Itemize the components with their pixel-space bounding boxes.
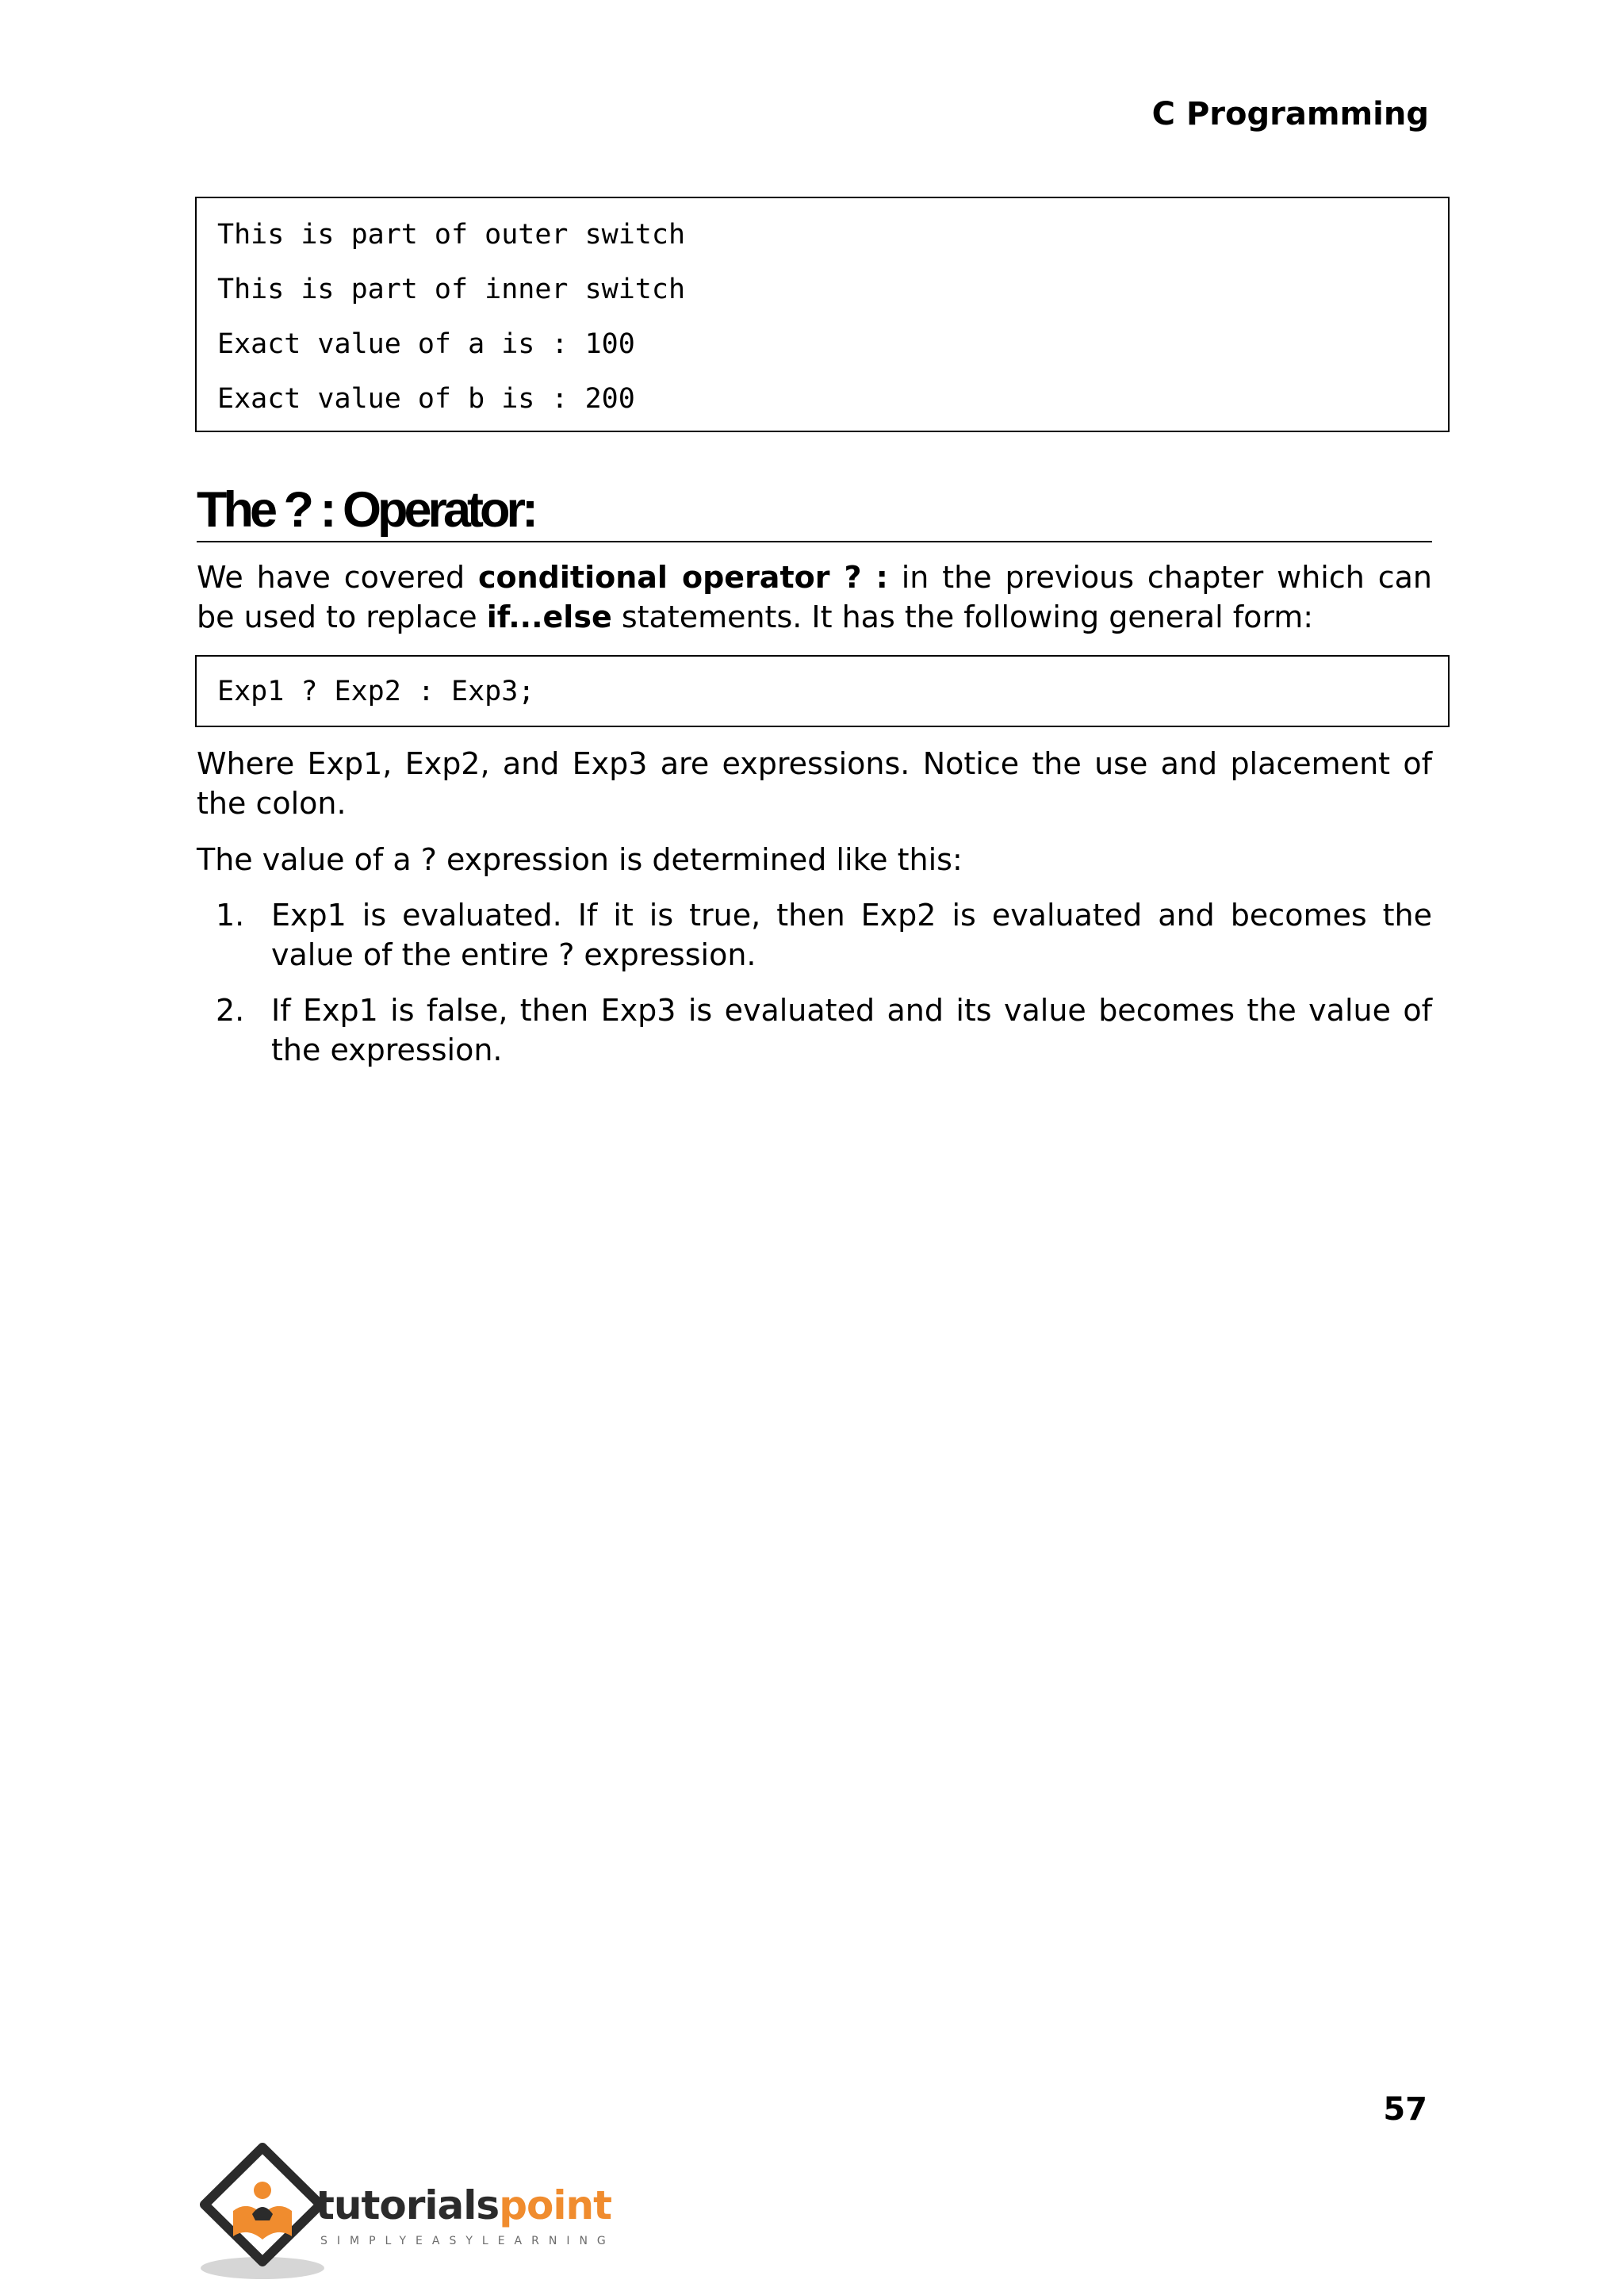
list-marker: 1. — [216, 898, 245, 933]
intro-text: in the previous chapter which can be used to replace — [197, 560, 1432, 634]
value-paragraph: The value of a ? expression is determined like this: — [197, 842, 963, 877]
list-item-text: Exp1 is evaluated. If it is true, then Exp2 is evaluated and becomes the value of the entire ? expression. — [271, 898, 1432, 972]
list-item — [197, 895, 1432, 975]
logo-brand-part2: point — [499, 2182, 611, 2228]
intro-text: We have covered — [197, 560, 478, 595]
intro-bold-term: if...else — [486, 600, 612, 634]
section-heading: The ? : Operator: — [197, 477, 1432, 542]
logo-diamond-icon — [205, 2147, 320, 2262]
running-header-title: C Programming — [1151, 96, 1429, 132]
logo-brand-part1: tutorials — [316, 2182, 500, 2228]
logo-tagline: SIMPLYEASYLEARNING — [320, 2235, 615, 2247]
intro-paragraph — [197, 557, 1432, 637]
program-output-box — [195, 197, 1450, 432]
intro-text: statements. It has the following general form: — [611, 600, 1314, 634]
output-line: This is part of outer switch — [217, 219, 686, 251]
logo-brand-text — [316, 2182, 611, 2228]
page-number: 57 — [1383, 2091, 1427, 2128]
logo-figure-head-icon — [254, 2182, 271, 2199]
tutorialspoint-logo — [195, 2141, 639, 2292]
output-line: This is part of inner switch — [217, 274, 686, 305]
list-marker: 2. — [216, 993, 245, 1028]
intro-bold-term: conditional operator ? : — [478, 560, 888, 595]
where-paragraph: Where Exp1, Exp2, and Exp3 are expressions. Notice the use and placement of the colon. — [197, 746, 1432, 821]
list-item — [197, 990, 1432, 1070]
general-form-code-box: Exp1 ? Exp2 : Exp3; — [195, 655, 1450, 727]
output-line: Exact value of b is : 200 — [217, 383, 635, 415]
output-line: Exact value of a is : 100 — [217, 328, 635, 360]
list-item-text: If Exp1 is false, then Exp3 is evaluated and its value becomes the value of the expression. — [271, 993, 1432, 1067]
